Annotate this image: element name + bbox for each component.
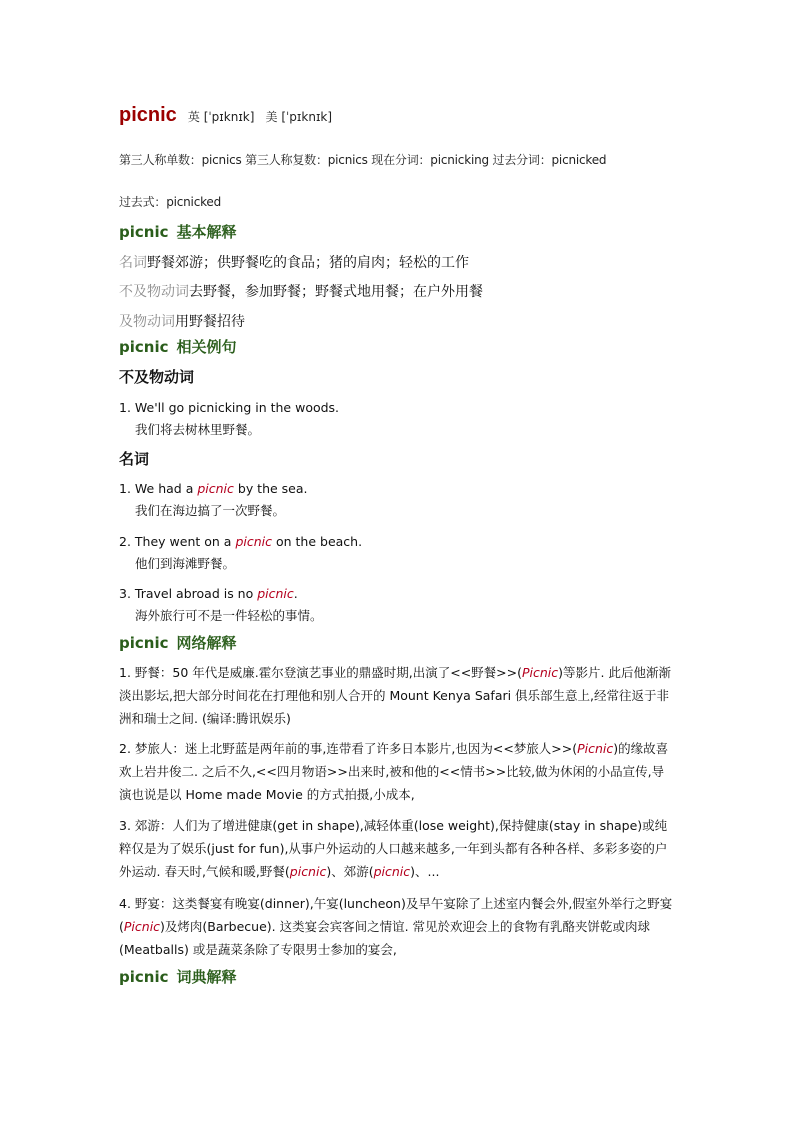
example-chinese: 他们到海滩野餐。 bbox=[135, 556, 236, 571]
web-text: )及烤肉(Barbecue). 这类宴会宾客间之情谊. 常见於欢迎会上的食物有乳酪夹饼乾或肉球(Meatballs) 或是蔬菜条除了专限男士参加的宴会, bbox=[119, 919, 651, 957]
section-title: 基本解释 bbox=[176, 223, 237, 241]
subheading-noun: 名词 bbox=[119, 450, 150, 468]
headword-line bbox=[119, 104, 332, 127]
example-item bbox=[119, 397, 339, 441]
example-number: 2. bbox=[119, 534, 131, 549]
example-chinese: 我们将去树林里野餐。 bbox=[135, 422, 261, 437]
phonetic-uk: 英 [ˈpɪknɪk] bbox=[187, 110, 255, 124]
example-number: 1. bbox=[119, 481, 131, 496]
highlight-word: picnic bbox=[235, 534, 272, 549]
highlight-word: picnic bbox=[289, 864, 327, 879]
section-word: picnic bbox=[119, 338, 169, 356]
definition-transitive bbox=[119, 311, 245, 331]
section-title: 网络解释 bbox=[176, 634, 237, 652]
section-web-heading bbox=[119, 632, 237, 653]
web-text: 4. 野宴：这类餐宴有晚宴(dinner),午宴(luncheon)及早午宴除了上述室内餐会外,假室外举行之野宴( bbox=[119, 896, 673, 934]
example-number: 3. bbox=[119, 586, 131, 601]
web-text: )的缘故喜欢上岩井俊二. 之后不久,<<四月物语>>出来时,被和他的<<情书>>比较,做为休闲的小品宣传,导演也说是以 Home made Movie 的方式拍摄,小成本, bbox=[119, 741, 669, 802]
web-text: 2. 梦旅人：迷上北野蓝是两年前的事,连带看了许多日本影片,也因为<<梦旅人>>( bbox=[119, 741, 578, 756]
highlight-word: picnic bbox=[373, 864, 411, 879]
web-definition-item bbox=[119, 661, 675, 730]
highlight-word: Picnic bbox=[577, 741, 614, 756]
section-word: picnic bbox=[119, 223, 169, 241]
example-english-pre: We had a bbox=[134, 481, 198, 496]
section-word: picnic bbox=[119, 634, 169, 652]
example-item bbox=[119, 478, 308, 522]
highlight-word: picnic bbox=[197, 481, 234, 496]
section-word: picnic bbox=[119, 968, 169, 986]
definition-text: 野餐郊游；供野餐吃的食品；猪的肩肉；轻松的工作 bbox=[147, 255, 469, 271]
definition-text: 用野餐招待 bbox=[175, 314, 245, 330]
web-text: )、... bbox=[410, 864, 440, 879]
pos-label: 及物动词 bbox=[119, 314, 175, 330]
example-number: 1. bbox=[119, 400, 131, 415]
subheading-intransitive: 不及物动词 bbox=[119, 368, 195, 386]
example-item bbox=[119, 583, 323, 627]
web-definition-item bbox=[119, 892, 675, 961]
web-text: )、郊游( bbox=[326, 864, 374, 879]
highlight-word: Picnic bbox=[522, 665, 559, 680]
highlight-word: Picnic bbox=[123, 919, 161, 934]
definition-text: 去野餐，参加野餐；野餐式地用餐；在户外用餐 bbox=[189, 284, 483, 300]
pos-label: 不及物动词 bbox=[119, 284, 189, 300]
section-basic-heading bbox=[119, 221, 237, 242]
example-chinese: 我们在海边搞了一次野餐。 bbox=[135, 503, 286, 518]
section-examples-heading bbox=[119, 336, 237, 357]
definition-noun bbox=[119, 252, 469, 272]
example-english-post: on the beach. bbox=[272, 534, 363, 549]
example-english-pre: Travel abroad is no bbox=[134, 586, 258, 601]
section-dict-heading bbox=[119, 966, 237, 987]
web-text: 1. 野餐：50 年代是威廉.霍尔登演艺事业的鼎盛时期,出演了<<野餐>>( bbox=[119, 665, 522, 680]
word-forms-line-1: 第三人称单数：picnics 第三人称复数：picnics 现在分词：picnicking 过去分词：picnicked bbox=[119, 153, 607, 167]
example-english-post: by the sea. bbox=[233, 481, 308, 496]
example-chinese: 海外旅行可不是一件轻松的事情。 bbox=[135, 608, 323, 623]
headword: picnic bbox=[119, 104, 177, 126]
example-english-post: . bbox=[293, 586, 298, 601]
example-english-pre: They went on a bbox=[134, 534, 236, 549]
web-definition-item bbox=[119, 814, 675, 883]
web-definition-item bbox=[119, 737, 675, 806]
section-title: 词典解释 bbox=[176, 968, 237, 986]
definition-intransitive bbox=[119, 281, 483, 301]
highlight-word: picnic bbox=[257, 586, 294, 601]
section-title: 相关例句 bbox=[176, 338, 237, 356]
example-item bbox=[119, 531, 362, 575]
web-text: 3. 郊游：人们为了增进健康(get in shape),减轻体重(lose weight),保持健康(stay in shape)或纯粹仅是为了娱乐(just for fun),从事户外运动的人口越来越多,一年到头都有各种各样、多彩多姿的户外运动. 春天时,气候和暖,野餐( bbox=[119, 818, 668, 879]
example-english: We'll go picnicking in the woods. bbox=[134, 400, 340, 415]
word-forms-line-2: 过去式：picnicked bbox=[119, 195, 222, 209]
phonetic-us: 美 [ˈpɪknɪk] bbox=[265, 110, 333, 124]
pos-label: 名词 bbox=[119, 255, 147, 271]
web-text: )等影片. 此后他渐渐淡出影坛,把大部分时间花在打理他和别人合开的 Mount Kenya Safari 俱乐部生意上,经常往返于非洲和瑞士之间. (编译:腾讯娱乐) bbox=[119, 665, 671, 726]
